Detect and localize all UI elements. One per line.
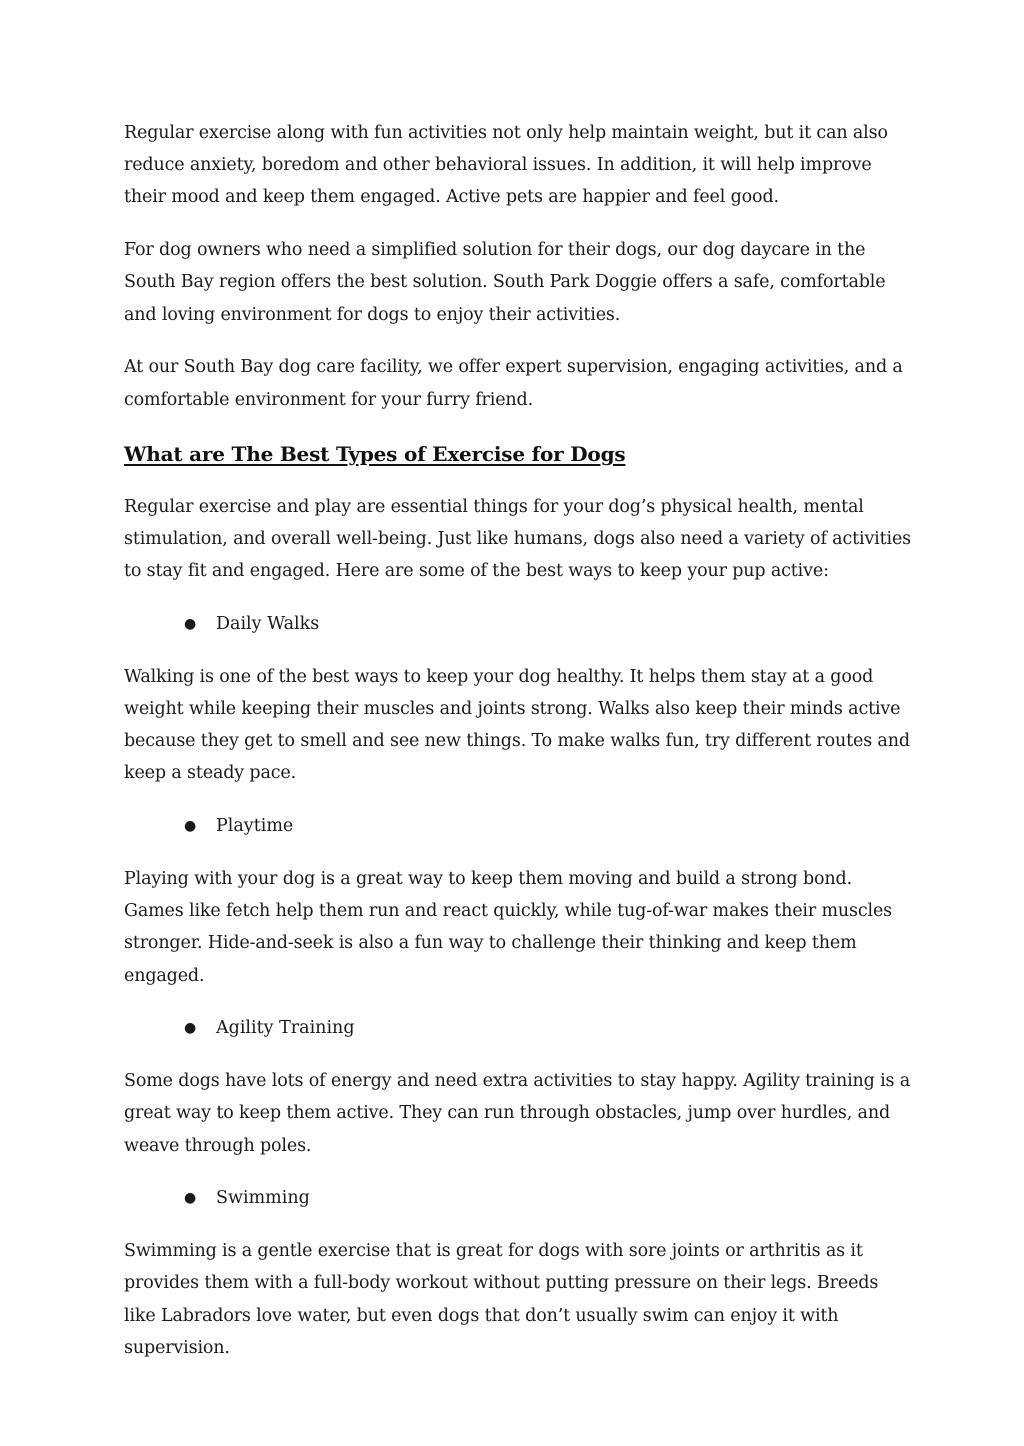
intro-paragraph-1: Regular exercise along with fun activities not only help maintain weight, but it can also reduce anxiety, boredom and other behavioral issues. In addition, it will help improve their mood and keep them engaged. Active pets are happier and feel good. [124,123,888,208]
daily-walks-paragraph: Walking is one of the best ways to keep your dog healthy. It helps them stay at a good weight while keeping their muscles and joints strong. Walks also keep their minds active because they get to smell and see new things. To make walks fun, try different routes and keep a steady pace. [124,666,910,784]
bullet-icon: ● [184,616,197,633]
list-item-label: Agility Training [216,1018,355,1039]
agility-training-paragraph: Some dogs have lots of energy and need extra activities to stay happy. Agility training is a great way to keep them active. They can run through obstacles, jump over hurdles, and weave through poles. [124,1071,911,1156]
list-item-swimming [124,1182,914,1214]
list-item-daily-walks [124,608,914,640]
bullet-icon: ● [184,818,197,835]
list-item-playtime [124,810,914,842]
bullet-icon: ● [184,1020,197,1037]
bullet-icon: ● [184,1190,197,1207]
page-content [124,117,914,1364]
intro-paragraph-2: For dog owners who need a simplified solution for their dogs, our dog daycare in the South Bay region offers the best solution. South Park Doggie offers a safe, comfortable and loving environment for dogs to enjoy their activities. [124,240,886,325]
intro-paragraph-3: At our South Bay dog care facility, we offer expert supervision, engaging activities, and a comfortable environment for your furry friend. [124,357,903,410]
playtime-paragraph: Playing with your dog is a great way to keep them moving and build a strong bond. Games like fetch help them run and react quickly, while tug-of-war makes their muscles stronger. Hide-and-seek is also a fun way to challenge their thinking and keep them engaged. [124,868,893,986]
section-intro-paragraph: Regular exercise and play are essential things for your dog’s physical health, mental stimulation, and overall well-being. Just like humans, dogs also need a variety of activities to stay fit and engaged. Here are some of the best ways to keep your pup active: [124,496,911,582]
list-item-label: Swimming [216,1188,310,1209]
list-item-label: Daily Walks [216,614,320,635]
section-heading: What are The Best Types of Exercise for Dogs [124,441,626,466]
list-item-agility-training [124,1012,914,1044]
list-item-label: Playtime [216,816,294,837]
swimming-paragraph: Swimming is a gentle exercise that is great for dogs with sore joints or arthritis as it provides them with a full-body workout without putting pressure on their legs. Breeds like Labradors love water, but even dogs that don’t usually swim can enjoy it with supervision. [124,1241,879,1358]
